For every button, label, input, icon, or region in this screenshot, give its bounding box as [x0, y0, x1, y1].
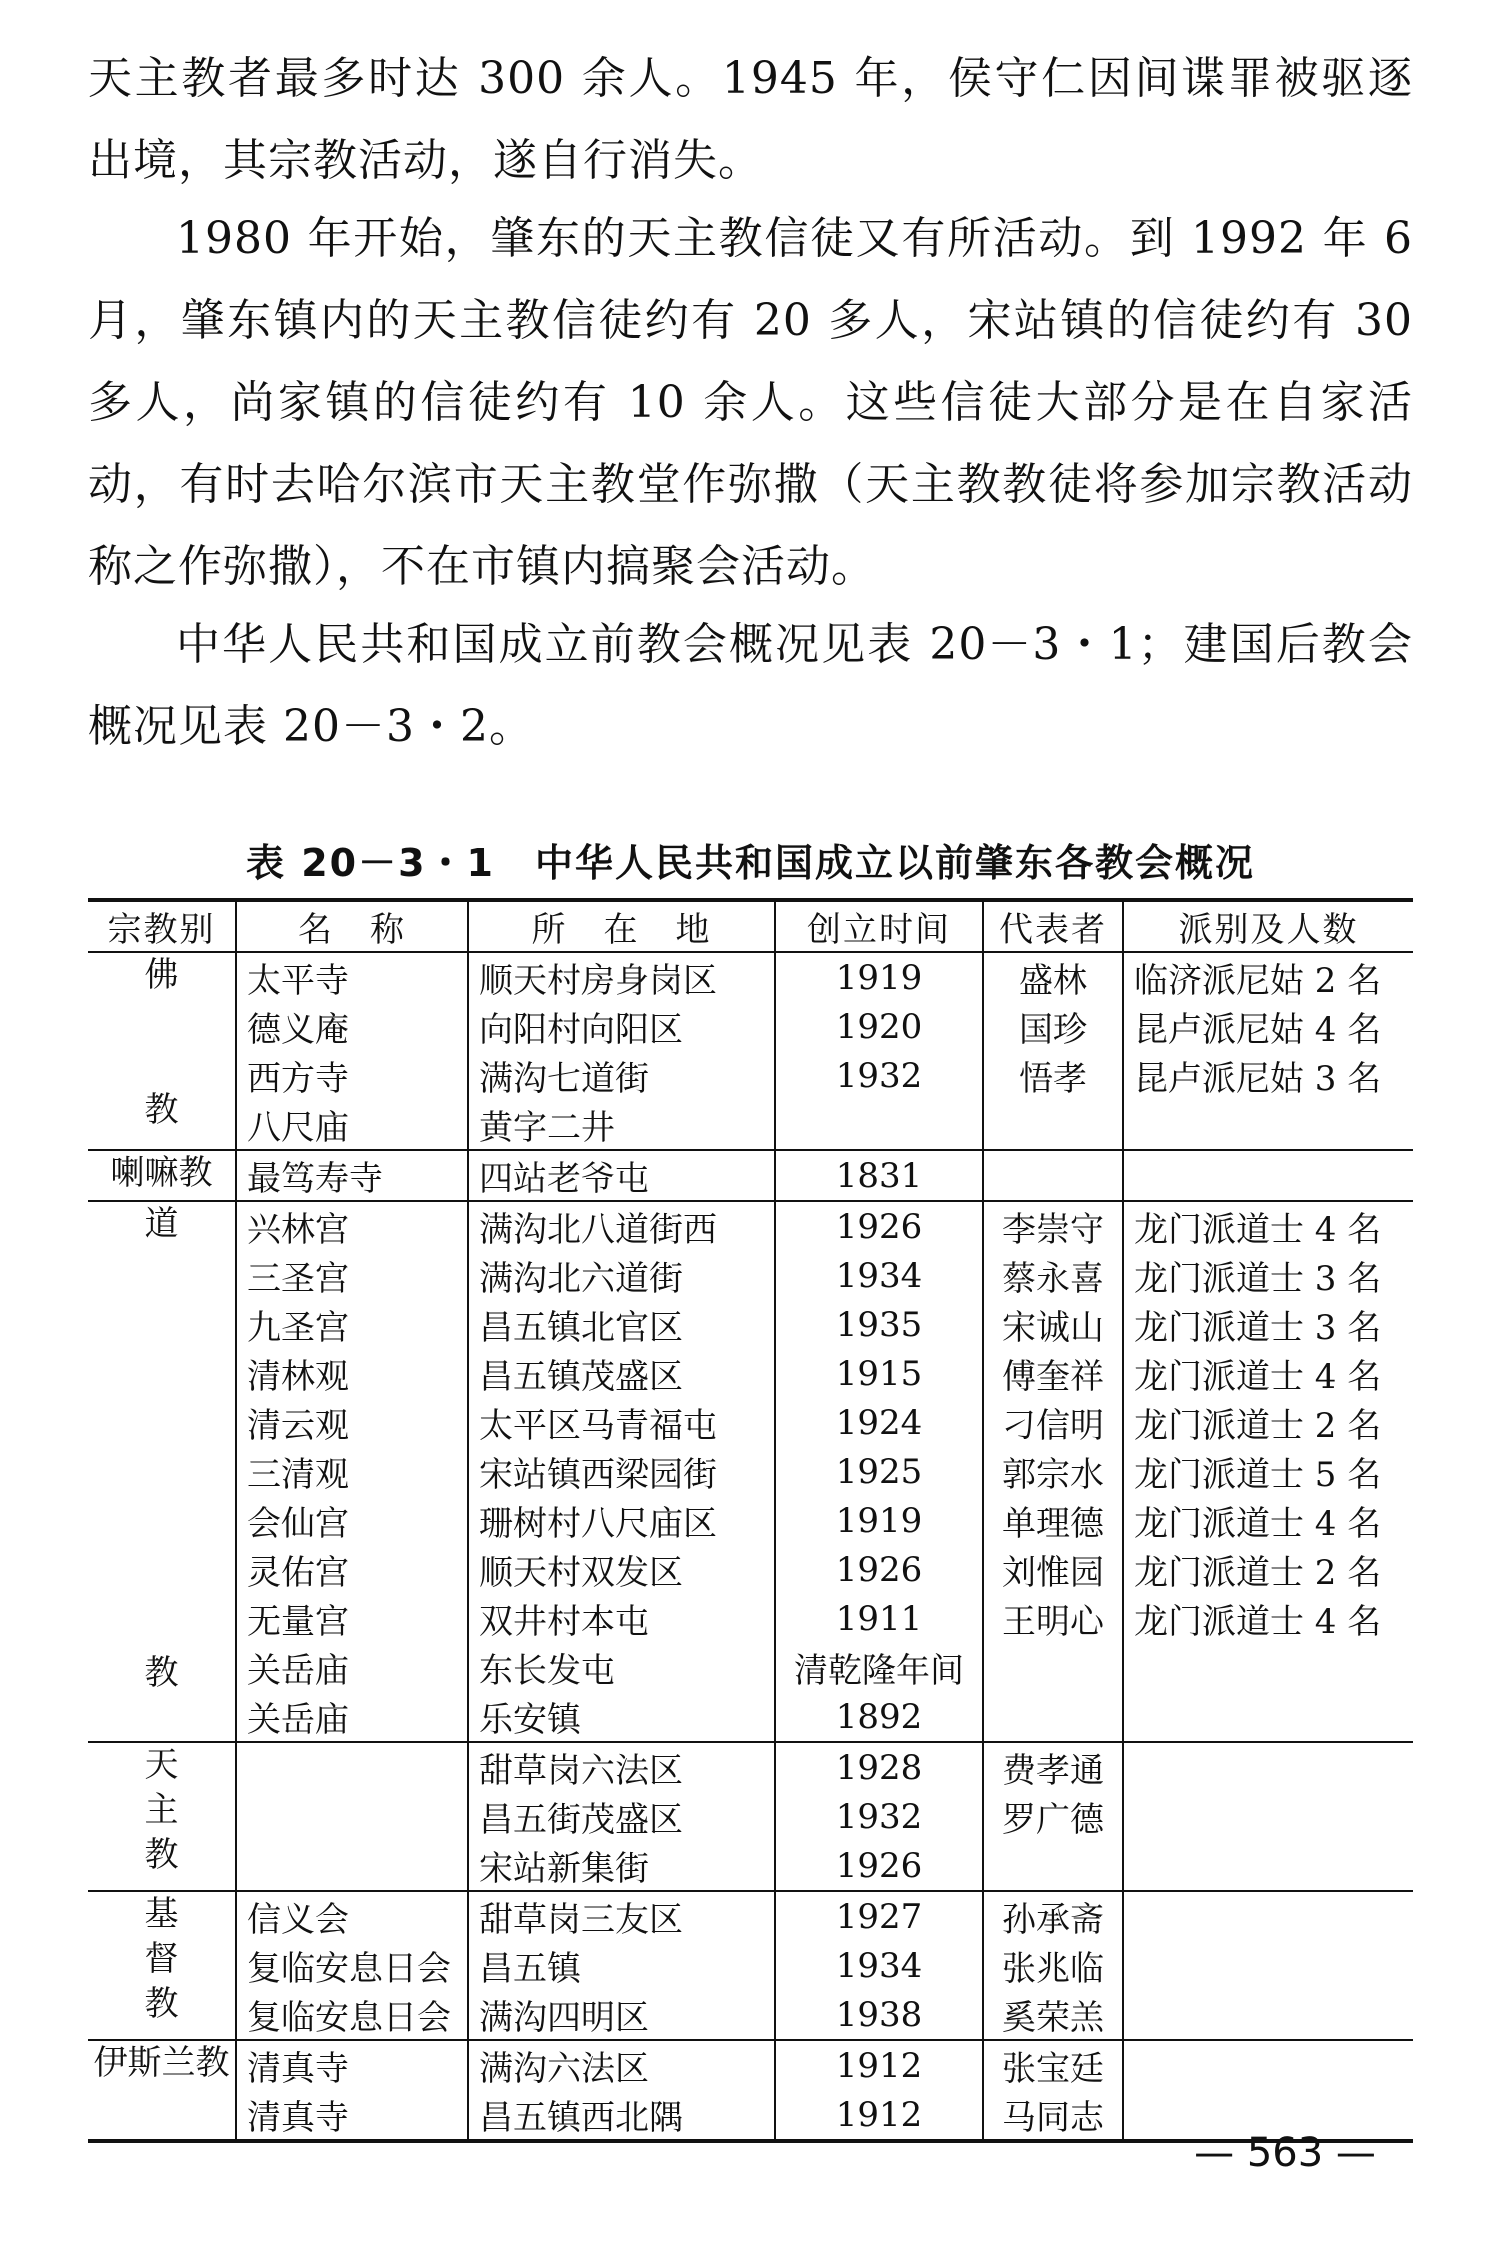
cell-representative: 宋诚山: [983, 1300, 1123, 1349]
cell-location: 向阳村向阳区: [468, 1002, 775, 1051]
cell-founded: 1919: [775, 1496, 983, 1545]
cell-founded: 1935: [775, 1300, 983, 1349]
cell-location: 双井村本屯: [468, 1594, 775, 1643]
religion-label: [88, 953, 235, 1132]
religion-char: 伊斯兰教: [93, 2043, 230, 2083]
cell-founded: 1831: [775, 1150, 983, 1201]
cell-location: 满沟北八道街西: [468, 1201, 775, 1251]
cell-representative: 悟孝: [983, 1051, 1123, 1100]
religion-label: [88, 1892, 235, 2026]
cell-location: 昌五镇西北隅: [468, 2090, 775, 2141]
cell-name: 三清观: [236, 1447, 468, 1496]
cell-representative: 张宝廷: [983, 2040, 1123, 2090]
cell-name: 清云观: [236, 1398, 468, 1447]
cell-founded: 1934: [775, 1251, 983, 1300]
cell-name: [236, 1742, 468, 1792]
cell-representative: 张兆临: [983, 1941, 1123, 1990]
cell-location: 乐安镇: [468, 1692, 775, 1742]
table-row: [88, 1447, 1413, 1496]
cell-founded: 1919: [775, 952, 983, 1002]
table-row: [88, 1100, 1413, 1150]
cell-sect-count: 昆卢派尼姑 3 名: [1123, 1051, 1413, 1100]
paragraph-2: 1980 年开始，肇东的天主教信徒又有所活动。到 1992 年 6 月，肇东镇内的天主教信徒约有 20 多人，宋站镇的信徒约有 30 多人，尚家镇的信徒约有 10 余人。这些信徒大部分是在自家活动，有时去哈尔滨市天主教堂作弥撒（天主教教徒将参加宗教活动称之作弥撒），不在市镇内搞聚会活动。: [88, 213, 1413, 592]
cell-name: 德义庵: [236, 1002, 468, 1051]
cell-founded: 1892: [775, 1692, 983, 1742]
cell-sect-count: 龙门派道士 3 名: [1123, 1251, 1413, 1300]
cell-representative: [983, 1692, 1123, 1742]
cell-sect-count: [1123, 1841, 1413, 1891]
cell-sect-count: 龙门派道士 4 名: [1123, 1349, 1413, 1398]
cell-location: 顺天村双发区: [468, 1545, 775, 1594]
table-row: [88, 1643, 1413, 1692]
table-row: [88, 1051, 1413, 1100]
cell-founded: [775, 1100, 983, 1150]
cell-representative: 刁信明: [983, 1398, 1123, 1447]
table-row: [88, 1496, 1413, 1545]
religion-char: 教: [144, 1984, 179, 2025]
cell-representative: 王明心: [983, 1594, 1123, 1643]
cell-founded: 1915: [775, 1349, 983, 1398]
cell-location: 满沟七道街: [468, 1051, 775, 1100]
cell-name: [236, 1792, 468, 1841]
cell-sect-count: 昆卢派尼姑 4 名: [1123, 1002, 1413, 1051]
religion-cell: [88, 1150, 236, 1201]
header-location: 所 在 地: [468, 900, 775, 952]
religion-char: 主: [144, 1790, 179, 1831]
religion-label: [88, 1151, 235, 1196]
religion-char: 佛: [144, 955, 179, 995]
header-name: 名 称: [236, 900, 468, 952]
cell-founded: 1938: [775, 1990, 983, 2040]
cell-founded: 1926: [775, 1841, 983, 1891]
cell-sect-count: 龙门派道士 4 名: [1123, 1201, 1413, 1251]
header-representative: 代表者: [983, 900, 1123, 952]
cell-sect-count: [1123, 1941, 1413, 1990]
cell-name: 无量宫: [236, 1594, 468, 1643]
table-row: [88, 1349, 1413, 1398]
cell-founded: 1932: [775, 1792, 983, 1841]
cell-sect-count: [1123, 1990, 1413, 2040]
cell-name: 清真寺: [236, 2040, 468, 2090]
table-row: [88, 1201, 1413, 1251]
cell-representative: 孙承斋: [983, 1891, 1123, 1941]
table-row: [88, 1594, 1413, 1643]
religion-cell: [88, 1201, 236, 1742]
cell-sect-count: [1123, 1742, 1413, 1792]
table-row: [88, 1792, 1413, 1841]
cell-location: 太平区马青福屯: [468, 1398, 775, 1447]
table-row: [88, 1300, 1413, 1349]
table-title: 表 20－3・1 中华人民共和国成立以前肇东各教会概况: [246, 841, 1255, 885]
paragraph-3: 中华人民共和国成立前教会概况见表 20－3・1；建国后教会概况见表 20－3・2。: [88, 619, 1413, 752]
cell-name: 关岳庙: [236, 1692, 468, 1742]
religion-char: 教: [144, 1835, 179, 1876]
cell-name: 关岳庙: [236, 1643, 468, 1692]
cell-representative: 马同志: [983, 2090, 1123, 2141]
table-row: [88, 1692, 1413, 1742]
header-religion: 宗教别: [88, 900, 236, 952]
cell-founded: 1912: [775, 2040, 983, 2090]
cell-location: 宋站新集街: [468, 1841, 775, 1891]
table-container: [88, 898, 1413, 2143]
cell-name: 三圣宫: [236, 1251, 468, 1300]
cell-representative: 傅奎祥: [983, 1349, 1123, 1398]
cell-sect-count: 龙门派道士 2 名: [1123, 1398, 1413, 1447]
religion-char: 基: [144, 1894, 179, 1934]
religion-char: 教: [144, 1090, 179, 1131]
religion-char: 督: [144, 1939, 179, 1980]
cell-founded: 1934: [775, 1941, 983, 1990]
cell-founded: 1927: [775, 1891, 983, 1941]
table-row: [88, 1150, 1413, 1201]
table-row: [88, 1941, 1413, 1990]
table-row: [88, 1002, 1413, 1051]
cell-representative: [983, 1643, 1123, 1692]
cell-sect-count: [1123, 1643, 1413, 1692]
cell-name: 太平寺: [236, 952, 468, 1002]
cell-location: 四站老爷屯: [468, 1150, 775, 1201]
cell-name: 复临安息日会: [236, 1990, 468, 2040]
cell-location: 昌五镇: [468, 1941, 775, 1990]
page-number: — 563 —: [1194, 2130, 1376, 2176]
cell-name: 灵佑宫: [236, 1545, 468, 1594]
cell-name: 信义会: [236, 1891, 468, 1941]
religion-char: 教: [144, 1652, 179, 1693]
cell-name: 九圣宫: [236, 1300, 468, 1349]
cell-name: 会仙宫: [236, 1496, 468, 1545]
cell-representative: 刘惟园: [983, 1545, 1123, 1594]
cell-name: [236, 1841, 468, 1891]
cell-founded: 清乾隆年间: [775, 1643, 983, 1692]
cell-location: 珊树村八尺庙区: [468, 1496, 775, 1545]
cell-location: 东长发屯: [468, 1643, 775, 1692]
cell-founded: 1932: [775, 1051, 983, 1100]
religion-label: [88, 1202, 235, 1695]
religion-cell: [88, 952, 236, 1150]
church-overview-table: [88, 898, 1413, 2143]
cell-sect-count: 龙门派道士 2 名: [1123, 1545, 1413, 1594]
cell-sect-count: [1123, 2040, 1413, 2090]
cell-representative: 罗广德: [983, 1792, 1123, 1841]
cell-founded: 1928: [775, 1742, 983, 1792]
cell-location: 满沟六法区: [468, 2040, 775, 2090]
cell-location: 宋站镇西梁园街: [468, 1447, 775, 1496]
table-row: [88, 2040, 1413, 2090]
cell-location: 昌五镇茂盛区: [468, 1349, 775, 1398]
cell-location: 满沟北六道街: [468, 1251, 775, 1300]
cell-founded: 1926: [775, 1545, 983, 1594]
cell-name: 清真寺: [236, 2090, 468, 2141]
religion-char: 喇嘛教: [110, 1153, 213, 1193]
cell-founded: 1925: [775, 1447, 983, 1496]
religion-cell: [88, 2040, 236, 2141]
cell-location: 满沟四明区: [468, 1990, 775, 2040]
cell-sect-count: 龙门派道士 5 名: [1123, 1447, 1413, 1496]
cell-representative: [983, 1150, 1123, 1201]
cell-founded: 1926: [775, 1201, 983, 1251]
cell-representative: 国珍: [983, 1002, 1123, 1051]
cell-name: 八尺庙: [236, 1100, 468, 1150]
cell-name: 复临安息日会: [236, 1941, 468, 1990]
cell-location: 黄字二井: [468, 1100, 775, 1150]
cell-name: 兴林宫: [236, 1201, 468, 1251]
religion-cell: [88, 1742, 236, 1891]
cell-location: 甜草岗三友区: [468, 1891, 775, 1941]
table-row: [88, 1891, 1413, 1941]
cell-sect-count: [1123, 1150, 1413, 1201]
table-body: [88, 952, 1413, 2141]
table-header-row: [88, 900, 1413, 952]
cell-representative: 郭宗水: [983, 1447, 1123, 1496]
cell-representative: 盛林: [983, 952, 1123, 1002]
header-sect-count: 派别及人数: [1123, 900, 1413, 952]
cell-representative: 李崇守: [983, 1201, 1123, 1251]
cell-sect-count: [1123, 1692, 1413, 1742]
cell-sect-count: 龙门派道士 4 名: [1123, 1594, 1413, 1643]
cell-sect-count: 临济派尼姑 2 名: [1123, 952, 1413, 1002]
cell-representative: 蔡永喜: [983, 1251, 1123, 1300]
table-row: [88, 1841, 1413, 1891]
cell-location: 甜草岗六法区: [468, 1742, 775, 1792]
cell-representative: 奚荣羔: [983, 1990, 1123, 2040]
table-row: [88, 1398, 1413, 1447]
religion-char: 天: [144, 1745, 179, 1785]
cell-location: 昌五街茂盛区: [468, 1792, 775, 1841]
table-row: [88, 952, 1413, 1002]
cell-sect-count: [1123, 1792, 1413, 1841]
table-row: [88, 1742, 1413, 1792]
cell-name: 西方寺: [236, 1051, 468, 1100]
cell-name: 清林观: [236, 1349, 468, 1398]
cell-sect-count: 龙门派道士 3 名: [1123, 1300, 1413, 1349]
religion-char: 道: [144, 1204, 179, 1244]
cell-founded: 1912: [775, 2090, 983, 2141]
cell-sect-count: [1123, 1891, 1413, 1941]
cell-sect-count: [1123, 1100, 1413, 1150]
cell-location: 昌五镇北官区: [468, 1300, 775, 1349]
header-founded: 创立时间: [775, 900, 983, 952]
paragraph-1: 天主教者最多时达 300 余人。1945 年，侯守仁因间谍罪被驱逐出境，其宗教活动，遂自行消失。: [88, 53, 1413, 186]
table-row: [88, 1545, 1413, 1594]
cell-representative: [983, 1100, 1123, 1150]
cell-sect-count: 龙门派道士 4 名: [1123, 1496, 1413, 1545]
religion-label: [88, 2041, 235, 2131]
cell-founded: 1920: [775, 1002, 983, 1051]
religion-label: [88, 1743, 235, 1877]
cell-representative: 单理德: [983, 1496, 1123, 1545]
table-row: [88, 1251, 1413, 1300]
cell-founded: 1911: [775, 1594, 983, 1643]
cell-founded: 1924: [775, 1398, 983, 1447]
cell-location: 顺天村房身岗区: [468, 952, 775, 1002]
table-row: [88, 1990, 1413, 2040]
religion-cell: [88, 1891, 236, 2040]
cell-name: 最笃寿寺: [236, 1150, 468, 1201]
cell-representative: 费孝通: [983, 1742, 1123, 1792]
cell-representative: [983, 1841, 1123, 1891]
